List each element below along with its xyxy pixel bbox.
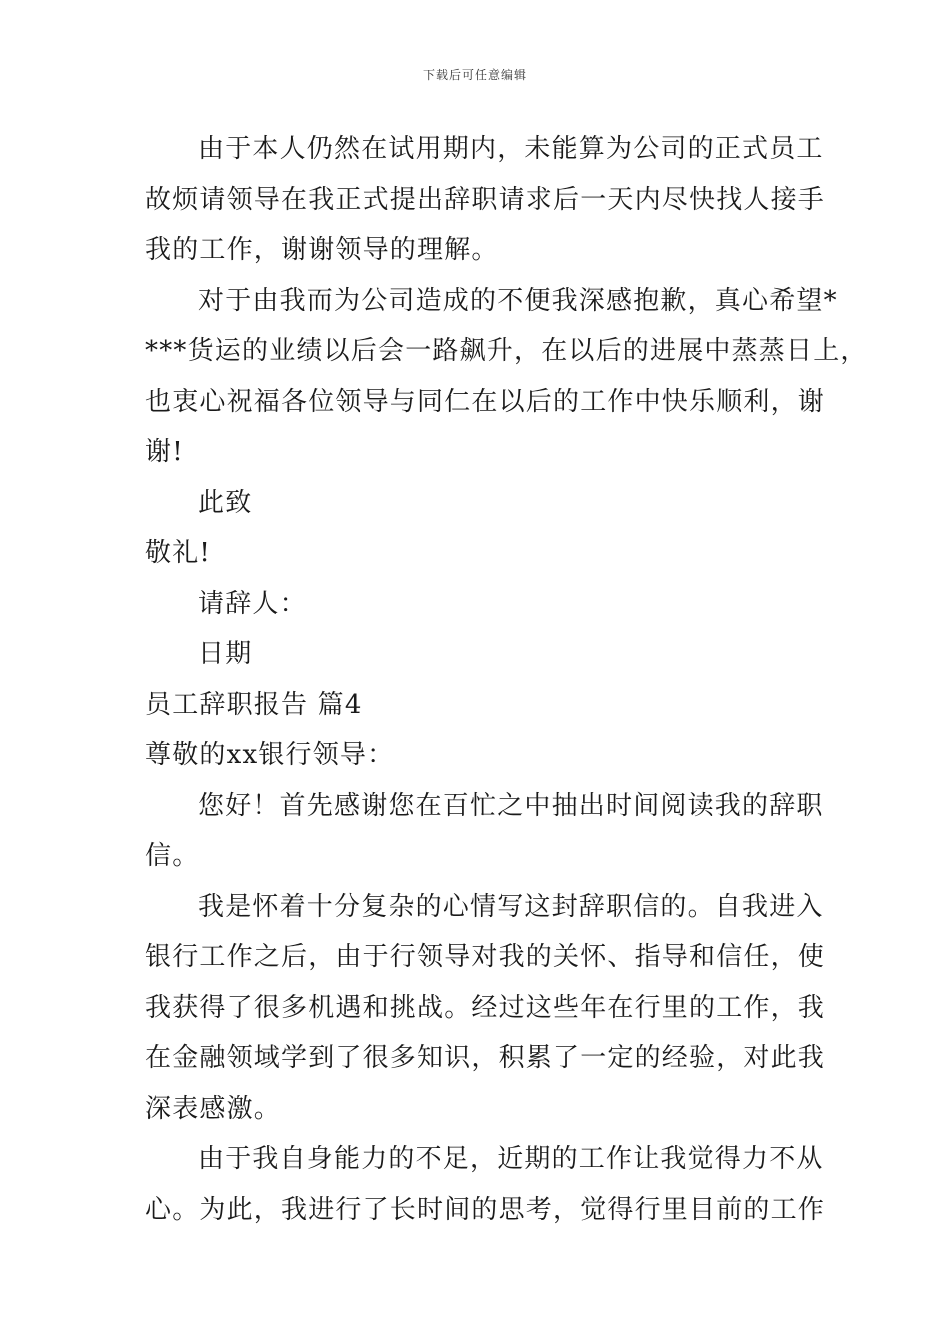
paragraph-line: 心。为此，我进行了长时间的思考，觉得行里目前的工作 [145,1194,826,1225]
document-body [145,124,868,1235]
addressee-line: 尊敬的xx银行领导： [145,740,395,770]
paragraph-line: 信。 [145,841,200,871]
date-line: 日期 [198,639,253,669]
paragraph-line: 深表感激。 [145,1093,282,1124]
signature-line: 请辞人： [198,588,307,619]
page-header-note: 下载后可任意编辑 [422,68,527,82]
paragraph-line: 故烦请领导在我正式提出辞职请求后一天内尽快找人接手 [145,184,826,215]
closing-line: 此致 [198,487,253,518]
paragraph-line: 我获得了很多机遇和挑战。经过这些年在行里的工作，我 [145,992,826,1023]
paragraph-line: ***货运的业绩以后会一路飙升，在以后的进展中蒸蒸日上， [145,336,868,366]
paragraph-line: 在金融领域学到了很多知识，积累了一定的经验，对此我 [145,1043,826,1073]
paragraph-line: 您好！首先感谢您在百忙之中抽出时间阅读我的辞职 [198,790,824,821]
paragraph-line: 银行工作之后，由于行领导对我的关怀、指导和信任，使 [145,942,826,972]
paragraph-line: 我是怀着十分复杂的心情写这封辞职信的。自我进入 [198,891,824,922]
paragraph-line: 也衷心祝福各位领导与同仁在以后的工作中快乐顺利，谢 [145,386,826,417]
paragraph-line: 我的工作，谢谢领导的理解。 [145,235,499,265]
section-title: 员工辞职报告 篇4 [145,689,363,720]
paragraph-line: 对于由我而为公司造成的不便我深感抱歉，真心希望* [198,285,838,316]
paragraph-line: 由于本人仍然在试用期内，未能算为公司的正式员工 [198,134,824,164]
salutation-line: 敬礼! [145,538,212,568]
paragraph-line: 由于我自身能力的不足，近期的工作让我觉得力不从 [198,1144,824,1174]
paragraph-line: 谢! [145,437,184,467]
